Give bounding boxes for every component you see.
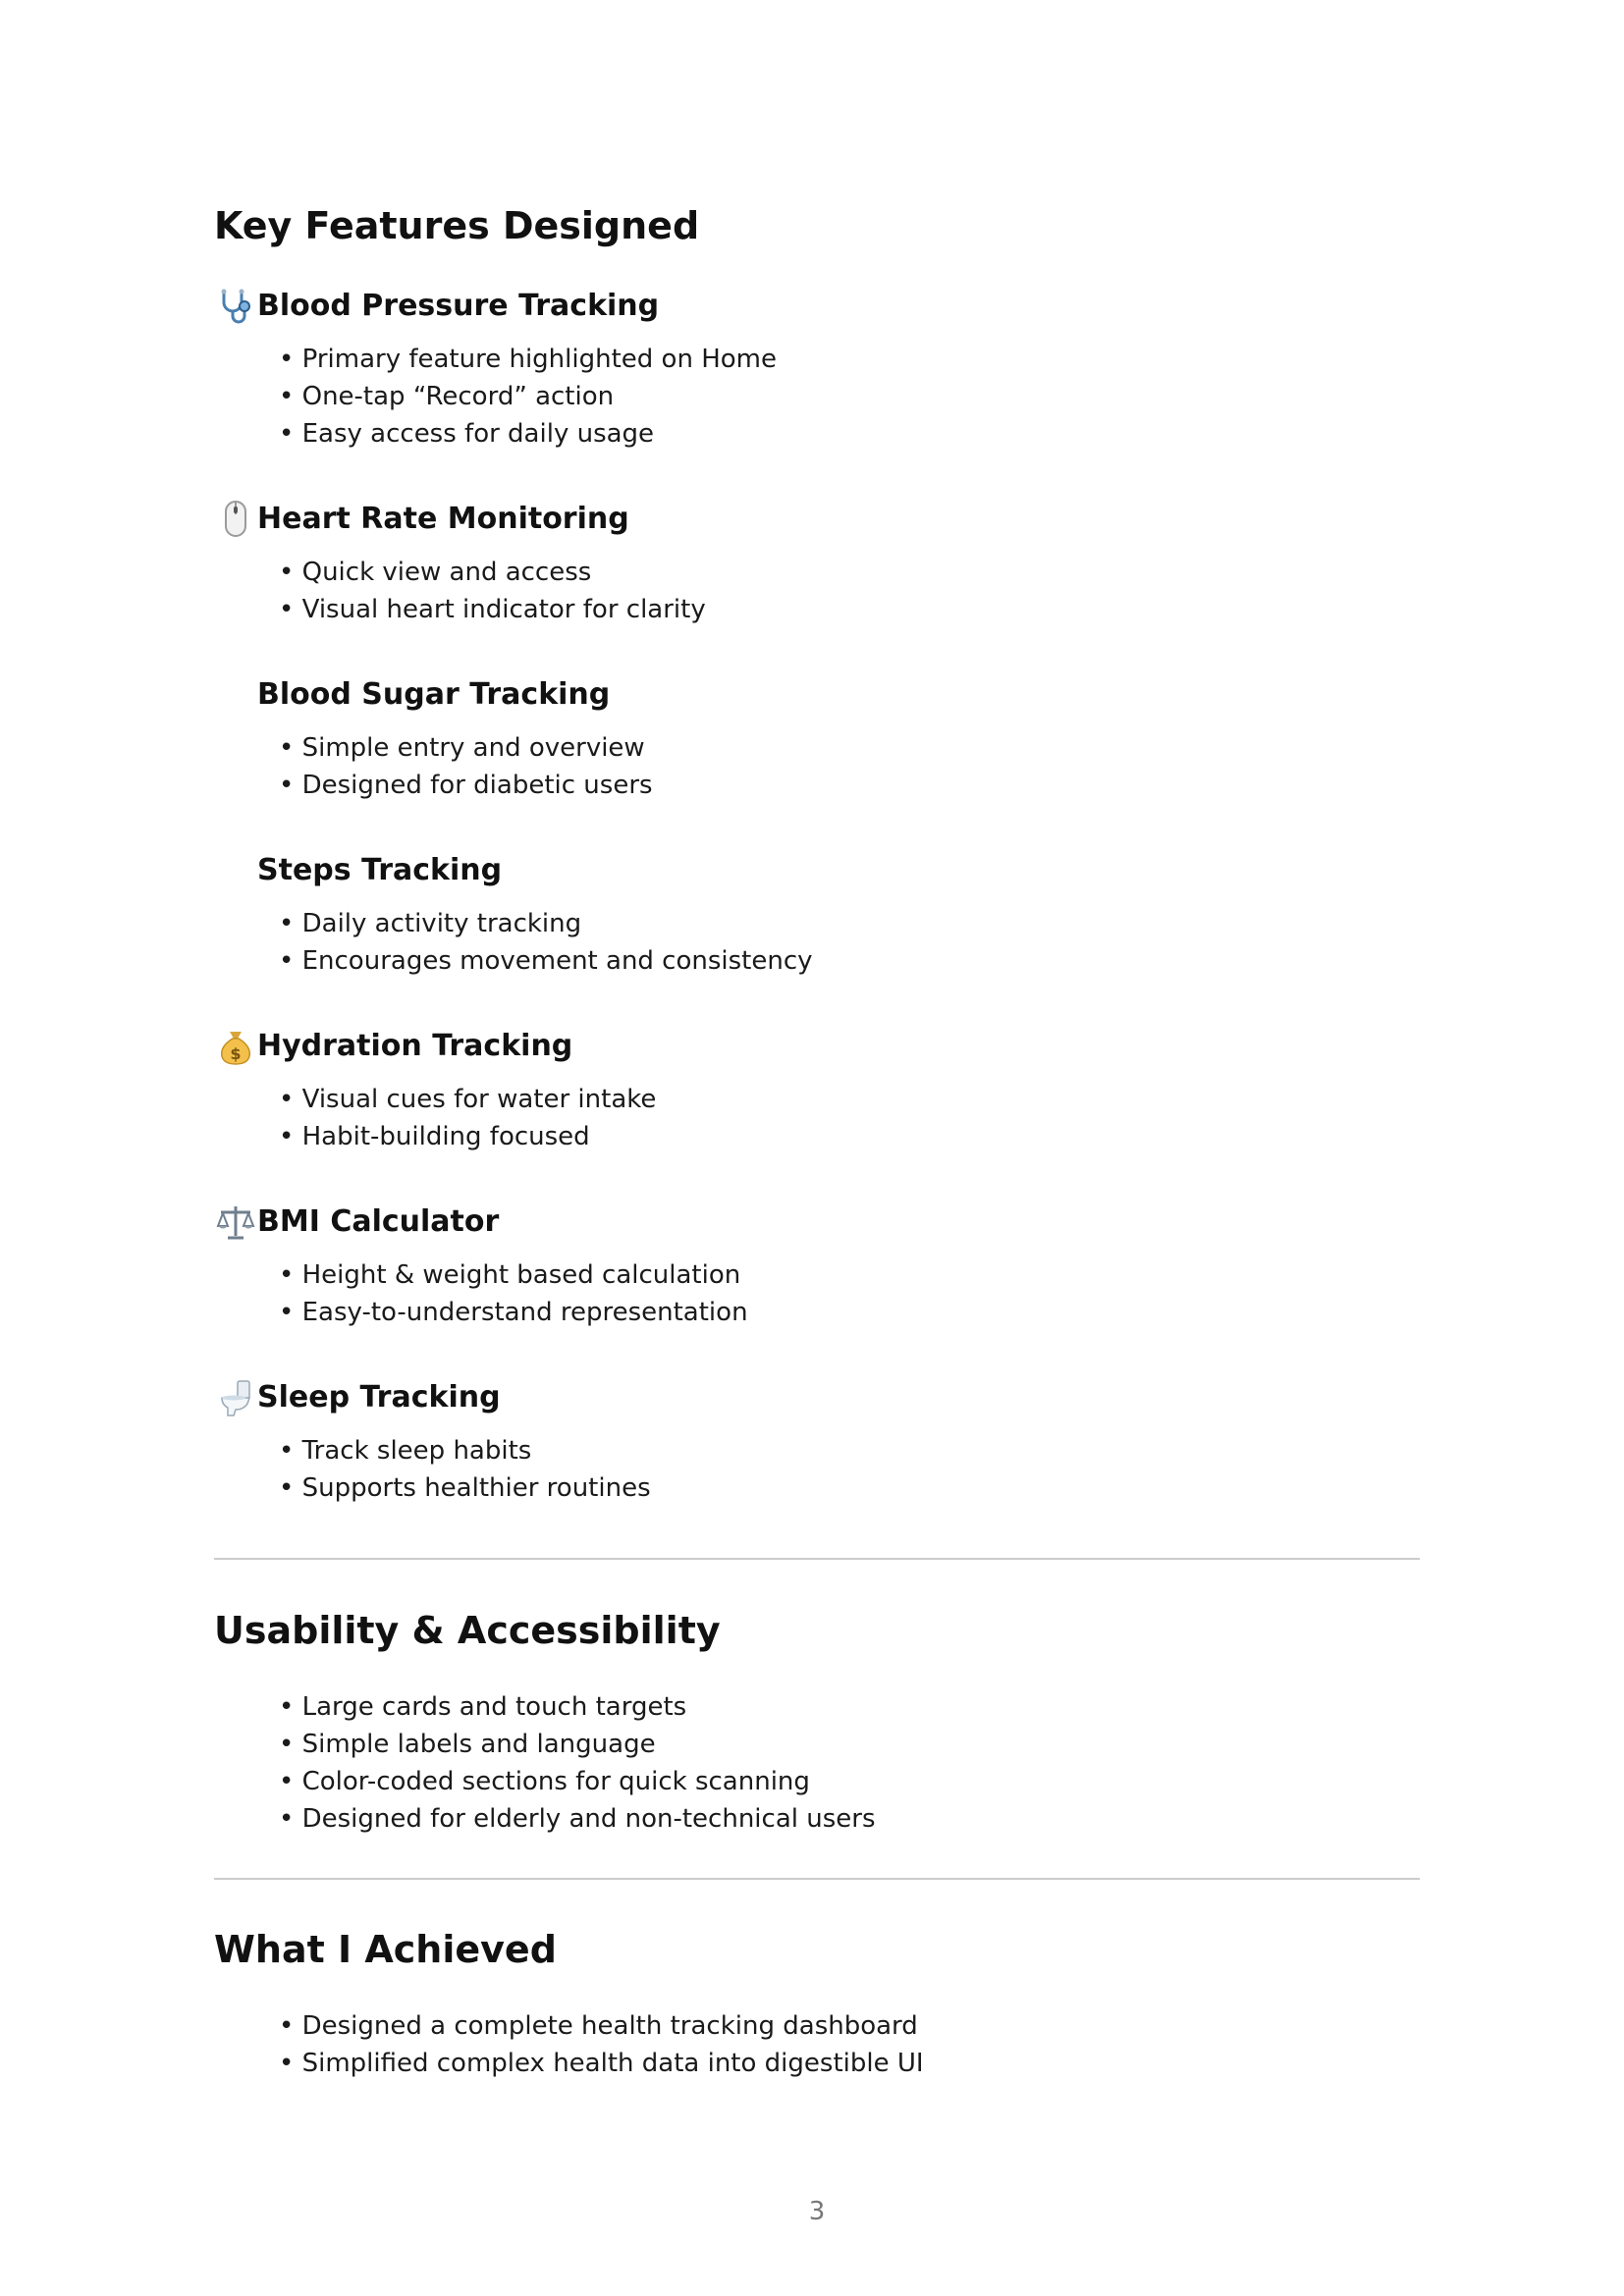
list-item: • Habit-building focused: [279, 1118, 656, 1155]
feature-bullet-list: [279, 1256, 748, 1331]
list-item: • Simple entry and overview: [279, 729, 653, 767]
feature-bullet-list: [279, 554, 706, 628]
feature-bullet-list: [279, 729, 653, 804]
list-item: • Daily activity tracking: [279, 905, 813, 942]
feature-blood-sugar: [214, 675, 1420, 800]
list-item: • Visual heart indicator for clarity: [279, 591, 706, 628]
feature-title: Blood Sugar Tracking: [257, 677, 611, 712]
feature-steps: [214, 851, 1420, 976]
page-number: 3: [808, 2197, 826, 2226]
feature-hydration: [214, 1027, 1420, 1151]
feature-bmi: [214, 1202, 1420, 1327]
feature-title: Blood Pressure Tracking: [257, 289, 660, 323]
list-item: • Simple labels and language: [279, 1726, 876, 1763]
section-title-achieved: What I Achieved: [214, 1928, 557, 1971]
feature-title: Steps Tracking: [257, 853, 503, 887]
list-item: • Designed a complete health tracking dashboard: [279, 2007, 924, 2045]
svg-text:$: $: [230, 1044, 242, 1063]
list-item: • One-tap “Record” action: [279, 378, 777, 415]
list-item: • Large cards and touch targets: [279, 1688, 876, 1726]
stethoscope-icon: [214, 287, 257, 326]
feature-heart-rate: [214, 500, 1420, 624]
computer-mouse-icon: [214, 500, 257, 539]
feature-blood-pressure: [214, 287, 1420, 449]
list-item: • Encourages movement and consistency: [279, 942, 813, 980]
document-page: [214, 0, 1420, 2296]
toilet-icon: [214, 1378, 257, 1417]
section-divider: [214, 1558, 1420, 1560]
money-bag-icon: [214, 1027, 257, 1066]
list-item: • Quick view and access: [279, 554, 706, 591]
list-item: • Track sleep habits: [279, 1432, 651, 1469]
list-item: • Simplified complex health data into digestible UI: [279, 2045, 924, 2082]
list-item: • Easy-to-understand representation: [279, 1294, 748, 1331]
feature-bullet-list: [279, 1432, 651, 1507]
list-item: • Primary feature highlighted on Home: [279, 341, 777, 378]
feature-bullet-list: [279, 341, 777, 453]
section-title-usability: Usability & Accessibility: [214, 1609, 721, 1652]
balance-scale-icon: [214, 1202, 257, 1242]
list-item: • Visual cues for water intake: [279, 1081, 656, 1118]
feature-sleep: [214, 1378, 1420, 1503]
section-title-key-features: Key Features Designed: [214, 204, 700, 247]
feature-title: Hydration Tracking: [257, 1029, 573, 1063]
achieved-bullet-list: [279, 2007, 924, 2082]
section-divider: [214, 1878, 1420, 1880]
list-item: • Height & weight based calculation: [279, 1256, 748, 1294]
list-item: • Color-coded sections for quick scanning: [279, 1763, 876, 1800]
feature-bullet-list: [279, 905, 813, 980]
feature-bullet-list: [279, 1081, 656, 1155]
list-item: • Designed for elderly and non-technical users: [279, 1800, 876, 1838]
usability-bullet-list: [279, 1688, 876, 1838]
feature-title: Heart Rate Monitoring: [257, 502, 629, 536]
list-item: • Designed for diabetic users: [279, 767, 653, 804]
list-item: • Supports healthier routines: [279, 1469, 651, 1507]
list-item: • Easy access for daily usage: [279, 415, 777, 453]
feature-title: BMI Calculator: [257, 1204, 500, 1239]
feature-title: Sleep Tracking: [257, 1380, 501, 1415]
